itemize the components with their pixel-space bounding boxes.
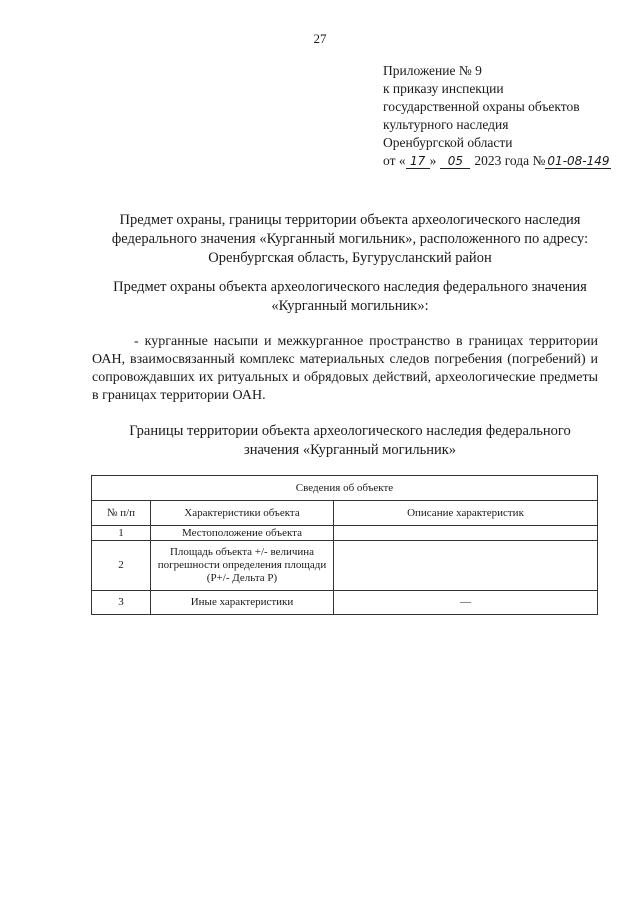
appendix-line: Приложение № 9: [383, 63, 482, 78]
row-characteristic: Иные характеристики: [151, 591, 334, 615]
subject-title: [90, 278, 610, 316]
handwritten-order-number: 01-08-149: [547, 154, 610, 168]
appendix-line: государственной охраны объектов: [383, 99, 580, 114]
boundaries-title: [90, 422, 610, 460]
subject-title-line: Предмет охраны объекта археологического наследия федерального значения: [113, 279, 587, 295]
handwritten-day: 17: [406, 154, 430, 169]
subject-text: - курганные насыпи и межкурганное пространство в границах территории ОАН, взаимосвязанный комплекс материальных следов погребения (погребений) и сопровождавших их ритуальных и обрядовых действий, археологические предметы в границах территории ОАН.: [92, 334, 598, 403]
page-number: 27: [313, 31, 327, 46]
row-description: [334, 541, 598, 591]
boundaries-title-line: Границы территории объекта археологического наследия федерального: [129, 423, 571, 439]
row-num: 3: [92, 591, 151, 615]
table-caption-row: [92, 476, 598, 501]
date-prefix: от «: [383, 153, 406, 168]
subject-title-line: «Курганный могильник»:: [271, 298, 429, 314]
appendix-line: Оренбургской области: [383, 135, 513, 150]
appendix-date-line: [383, 152, 633, 170]
appendix-header: [383, 62, 633, 170]
main-title-line: Предмет охраны, границы территории объекта археологического наследия: [119, 212, 581, 228]
row-characteristic: Площадь объекта +/- величина погрешности определения площади (Р+/- Дельта Р): [151, 541, 334, 591]
date-year: 2023 года №: [474, 153, 546, 168]
handwritten-month: 05: [440, 154, 470, 169]
main-title-line: Оренбургская область, Бугурусланский район: [208, 250, 492, 266]
table-row: [92, 541, 598, 591]
object-info-table: [91, 475, 598, 615]
appendix-line: к приказу инспекции: [383, 81, 504, 96]
main-title: [90, 211, 610, 268]
table-caption: Сведения об объекте: [92, 476, 598, 501]
main-title-line: федерального значения «Курганный могильник», расположенного по адресу:: [111, 231, 589, 247]
row-description: [334, 526, 598, 541]
table-row: [92, 591, 598, 615]
date-mid: »: [429, 153, 437, 168]
header-characteristics: Характеристики объекта: [151, 501, 334, 526]
row-description: —: [334, 591, 598, 615]
table-row: [92, 526, 598, 541]
row-characteristic: Местоположение объекта: [151, 526, 334, 541]
header-num: № п/п: [92, 501, 151, 526]
table-header-row: [92, 501, 598, 526]
row-num: 1: [92, 526, 151, 541]
row-num: 2: [92, 541, 151, 591]
appendix-line: культурного наследия: [383, 117, 509, 132]
header-description: Описание характеристик: [334, 501, 598, 526]
boundaries-title-line: значения «Курганный могильник»: [243, 442, 457, 458]
